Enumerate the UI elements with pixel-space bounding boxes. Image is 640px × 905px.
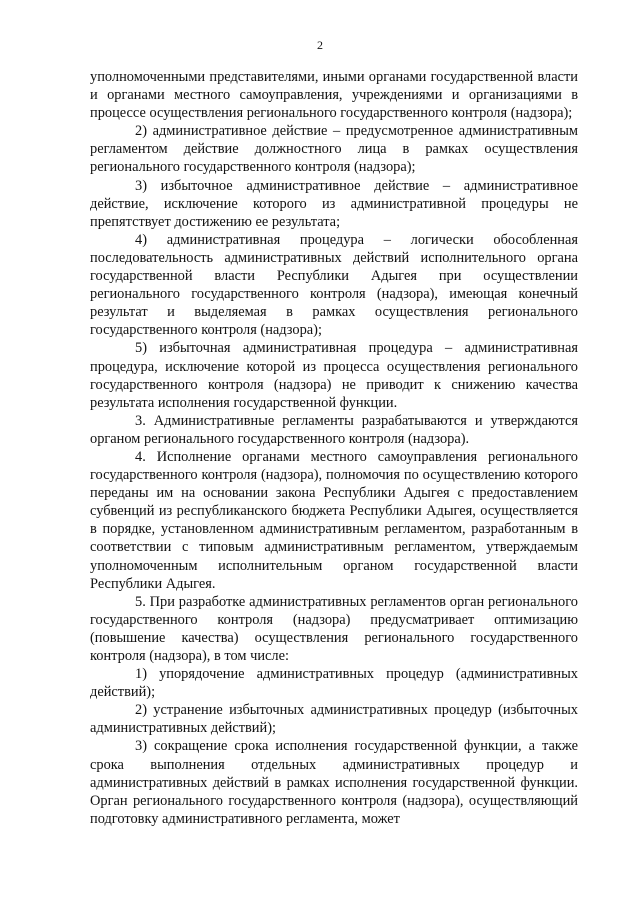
- paragraph: 5. При разработке административных регламентов орган регионального государственного контроля (надзора) предусматривает оптимизацию (повышение качества) осуществления регионального государственного контроля (надзора), в том числе:: [90, 593, 578, 664]
- paragraph: 4) административная процедура – логически обособленная последовательность административных действий исполнительного органа государственной власти Республики Адыгея при осуществлении регионального государственного контроля (надзора), имеющая конечный результат и выделяемая в рамках осуществления регионального государственного контроля (надзора);: [90, 231, 578, 339]
- paragraph: 1) упорядочение административных процедур (административных действий);: [90, 666, 578, 701]
- paragraph: уполномоченными представителями, иными органами государственной власти и органами местного самоуправления, учреждениями и организациями в процессе осуществления регионального государственного контроля (надзора);: [90, 69, 578, 122]
- paragraph: 2) устранение избыточных административных процедур (избыточных административных действий);: [90, 702, 578, 737]
- paragraph: 3) сокращение срока исполнения государственной функции, а также срока выполнения отдельных административных процедур и административных действий в рамках исполнения государственной функции. Орган регионального государственного контроля (надзора), осуществляющий подготовку административного регламента, может: [90, 738, 578, 827]
- document-body: [90, 68, 578, 828]
- paragraph: 5) избыточная административная процедура – административная процедура, исключение которой из процесса осуществления регионального государственного контроля (надзора) не приводит к снижению качества результата исполнения государственной функции.: [90, 340, 578, 411]
- page-number: 2: [317, 38, 323, 52]
- paragraph: 4. Исполнение органами местного самоуправления регионального государственного контроля (надзора), полномочия по осуществлению которого переданы им на основании закона Республики Адыгея с предоставлением субвенций из республиканского бюджета Республики Адыгея, осуществляется в порядке, установленном административным регламентом, разработанным в соответствии с типовым административным регламентом, утверждаемым уполномоченным исполнительным органом государственной власти Республики Адыгея.: [90, 448, 578, 592]
- paragraph: 2) административное действие – предусмотренное административным регламентом действие должностного лица в рамках осуществления регионального государственного контроля (надзора);: [90, 123, 578, 176]
- paragraph: 3. Административные регламенты разрабатываются и утверждаются органом регионального государственного контроля (надзора).: [90, 412, 578, 447]
- paragraph: 3) избыточное административное действие – административное действие, исключение которого из административной процедуры не препятствует достижению ее результата;: [90, 177, 578, 230]
